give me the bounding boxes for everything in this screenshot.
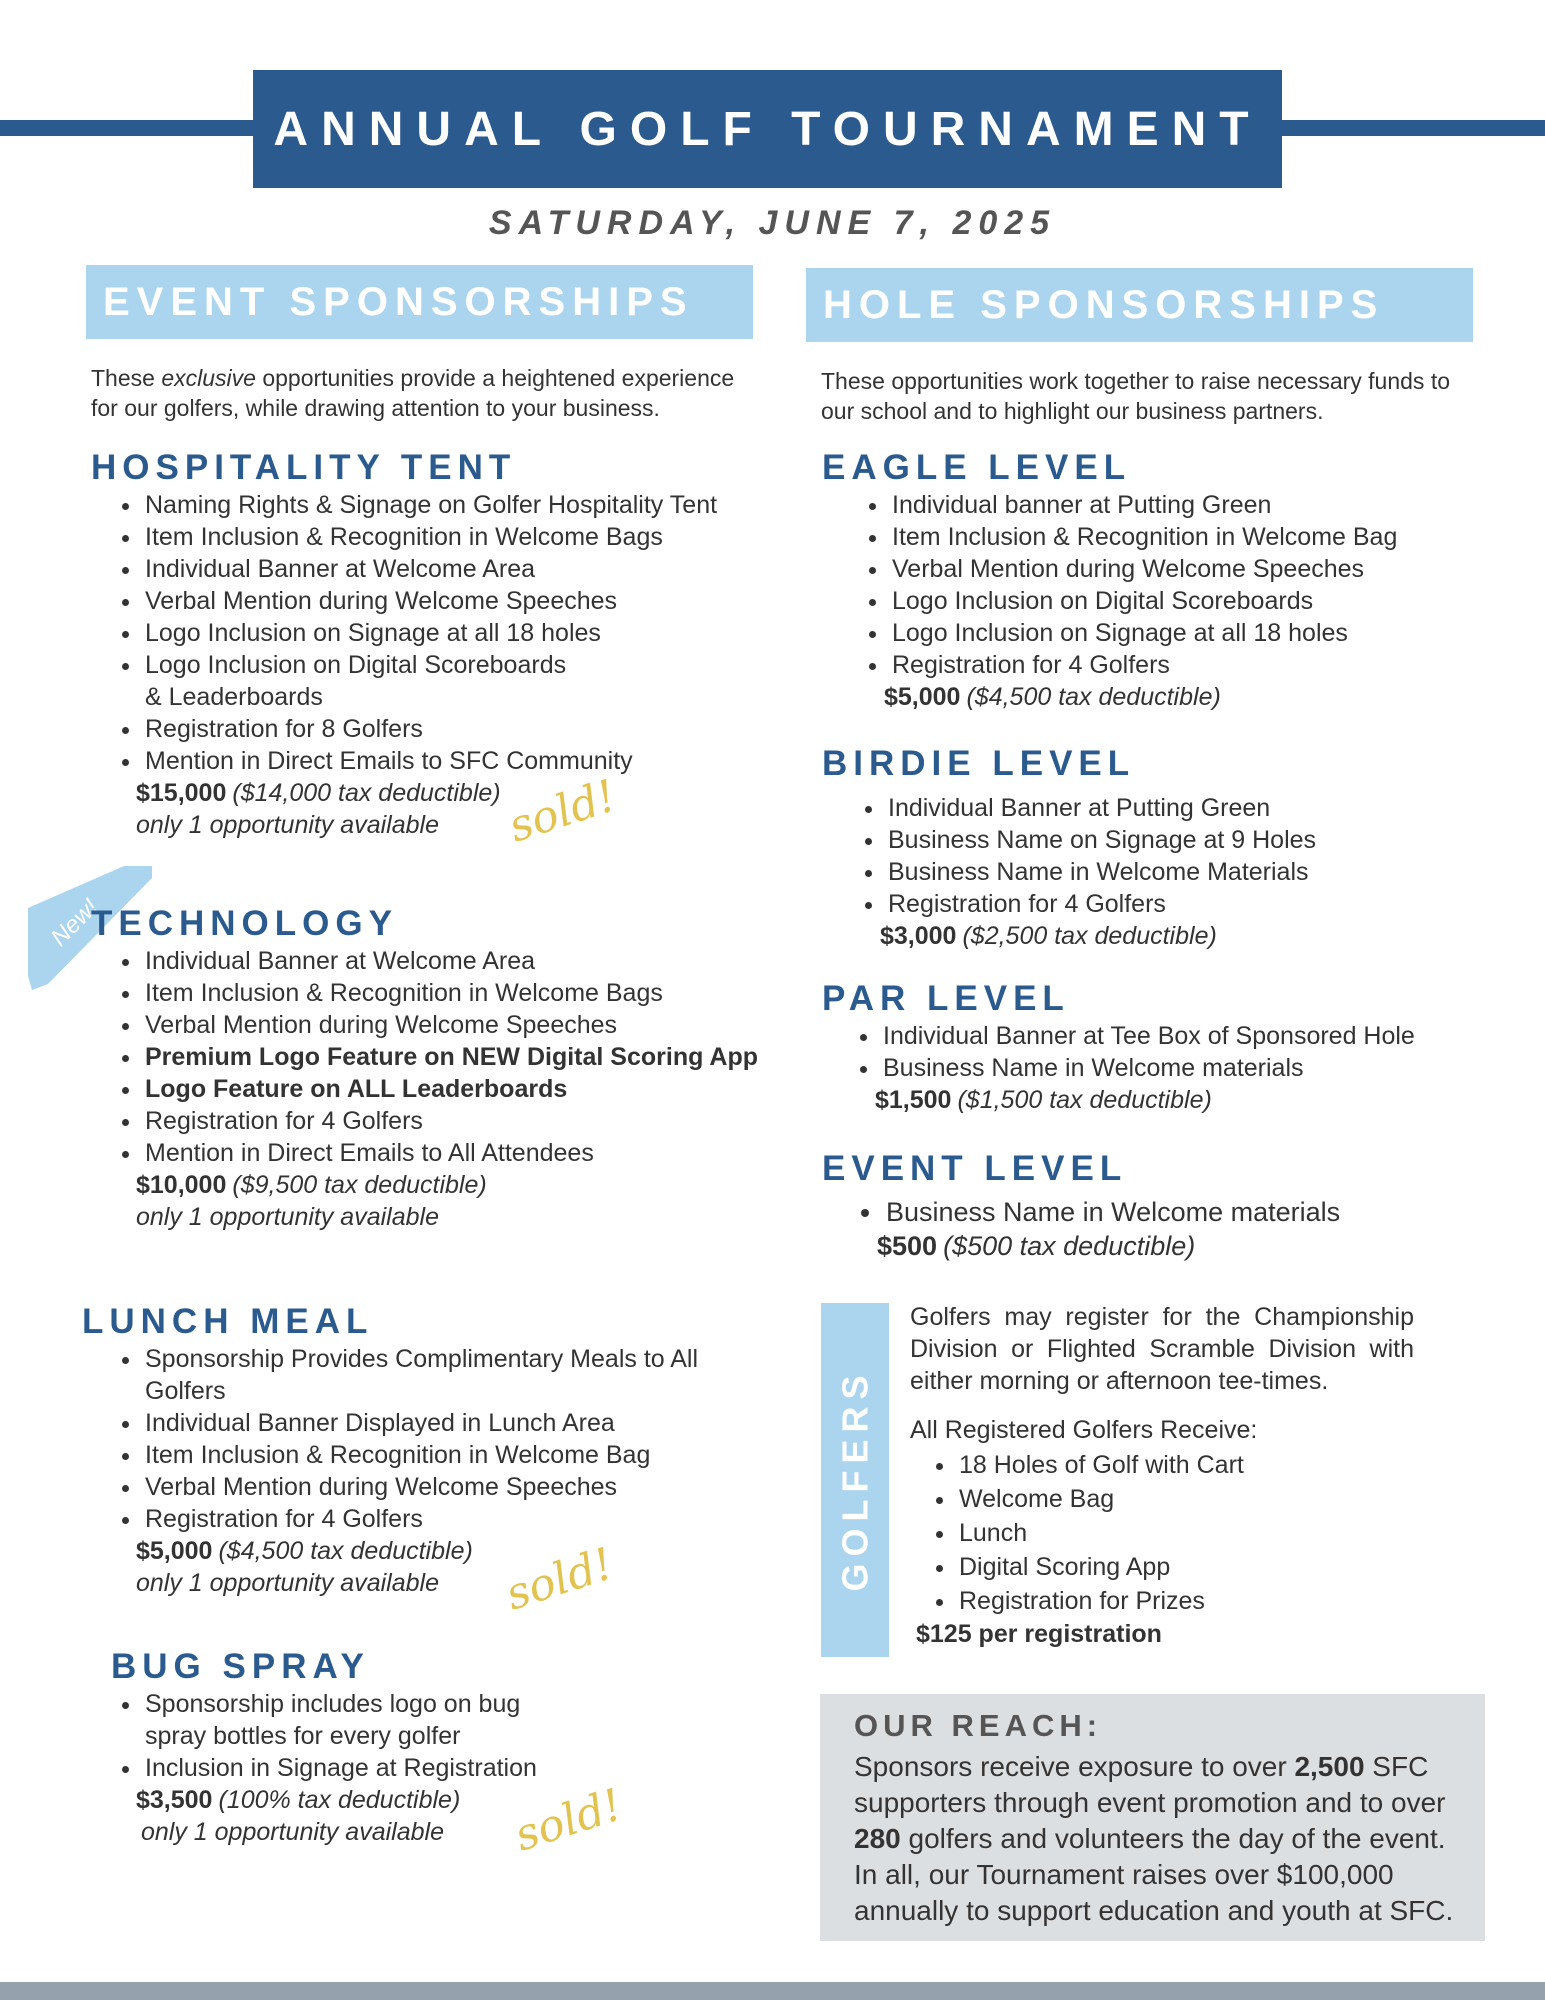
hospitality-tent-title: HOSPITALITY TENT xyxy=(91,448,517,487)
hole-sponsorships-heading xyxy=(806,268,1473,342)
list-item: • Verbal Mention during Welcome Speeches xyxy=(890,553,1472,585)
list-item: • Lunch xyxy=(957,1516,1244,1550)
birdie-level-list xyxy=(822,792,1472,920)
technology-title: TECHNOLOGY xyxy=(91,904,398,943)
par-level-title: PAR LEVEL xyxy=(822,979,1070,1018)
tax-deductible: ($9,500 tax deductible) xyxy=(232,1171,487,1199)
golfers-benefits-list xyxy=(910,1448,1244,1618)
event-sponsorships-heading-text: EVENT SPONSORSHIPS xyxy=(103,279,694,324)
bug-spray-list xyxy=(111,1688,771,1784)
list-item: • Individual Banner at Tee Box of Sponsored Hole xyxy=(881,1020,1472,1052)
list-item: • Registration for Prizes xyxy=(957,1584,1244,1618)
eagle-level-section xyxy=(822,448,1472,713)
event-intro-emphasis: exclusive xyxy=(161,365,256,391)
bug-spray-price xyxy=(111,1784,771,1816)
list-item: • Business Name in Welcome materials xyxy=(881,1052,1472,1084)
availability-note: only 1 opportunity available xyxy=(136,1569,439,1597)
list-item: • Item Inclusion & Recognition in Welcome Bag xyxy=(890,521,1472,553)
list-item: • 18 Holes of Golf with Cart xyxy=(957,1448,1244,1482)
reach-golfers-count: 280 xyxy=(854,1823,901,1854)
list-item: • Registration for 4 Golfers xyxy=(143,1105,771,1137)
list-item: • Logo Inclusion on Digital Scoreboards & Leaderboards xyxy=(143,649,575,713)
lunch-meal-list xyxy=(82,1343,772,1535)
sold-stamp: sold! xyxy=(499,1538,620,1621)
reach-text-2: SFC supporters through event promotion and to over xyxy=(854,1751,1446,1818)
list-item: • Registration for 4 Golfers xyxy=(890,649,1472,681)
price-amount: $5,000 xyxy=(136,1537,213,1565)
page-title-text: ANNUAL GOLF TOURNAMENT xyxy=(273,102,1262,156)
list-item: • Logo Inclusion on Digital Scoreboards xyxy=(890,585,1472,617)
tax-deductible: ($2,500 tax deductible) xyxy=(962,922,1217,950)
par-level-section xyxy=(822,979,1472,1116)
list-item: • Registration for 4 Golfers xyxy=(143,1503,772,1535)
list-item: • Individual Banner at Putting Green xyxy=(886,792,1472,824)
eagle-level-title: EAGLE LEVEL xyxy=(822,448,1132,487)
event-level-title: EVENT LEVEL xyxy=(822,1149,1128,1188)
tax-deductible: ($4,500 tax deductible) xyxy=(218,1537,473,1565)
par-level-price xyxy=(822,1084,1472,1116)
golfers-label xyxy=(822,1303,888,1657)
birdie-level-price xyxy=(822,920,1472,952)
hospitality-tent-section xyxy=(91,448,771,841)
golfers-intro: Golfers may register for the Championship Division or Flighted Scramble Division with either morning or afternoon tee-times. xyxy=(910,1303,1414,1395)
tax-deductible: ($4,500 tax deductible) xyxy=(966,683,1221,711)
price-amount: $500 xyxy=(877,1231,938,1261)
hole-sponsorships-heading-text: HOLE SPONSORSHIPS xyxy=(823,282,1385,327)
hole-intro: These opportunities work together to raise necessary funds to our school and to highlight our business partners. xyxy=(821,368,1451,424)
list-item: • Logo Inclusion on Signage at all 18 holes xyxy=(143,617,771,649)
technology-price xyxy=(91,1169,771,1201)
reach-text-3: golfers and volunteers the day of the event. In all, our Tournament raises over $100,000 annually to support education and youth at SFC. xyxy=(854,1823,1454,1926)
event-level-price xyxy=(822,1229,1472,1263)
list-item: • Business Name in Welcome materials xyxy=(884,1195,1472,1229)
list-item: • Item Inclusion & Recognition in Welcome Bags xyxy=(143,521,771,553)
price-amount: $1,500 xyxy=(875,1086,952,1114)
list-item: • Logo Feature on ALL Leaderboards xyxy=(143,1073,771,1105)
list-item: • Item Inclusion & Recognition in Welcome Bag xyxy=(143,1439,772,1471)
our-reach-text xyxy=(854,1749,1466,1929)
golfers-receive-label: All Registered Golfers Receive: xyxy=(910,1416,1258,1444)
tax-deductible: ($1,500 tax deductible) xyxy=(957,1086,1212,1114)
availability-note: only 1 opportunity available xyxy=(136,811,439,839)
list-item: • Individual Banner Displayed in Lunch Area xyxy=(143,1407,772,1439)
golfers-label-text: GOLFERS xyxy=(834,1368,876,1592)
list-item: • Business Name in Welcome Materials xyxy=(886,856,1472,888)
birdie-level-section xyxy=(822,744,1472,952)
event-date: SATURDAY, JUNE 7, 2025 xyxy=(488,204,1057,242)
bug-spray-section xyxy=(111,1647,771,1848)
tax-deductible: ($14,000 tax deductible) xyxy=(232,779,501,807)
event-intro-suffix: opportunities provide a heightened experience for our golfers, while drawing attention to your business. xyxy=(91,365,735,421)
par-level-list xyxy=(822,1020,1472,1084)
birdie-level-title: BIRDIE LEVEL xyxy=(822,744,1136,783)
availability-note: only 1 opportunity available xyxy=(141,1818,444,1846)
list-item: • Verbal Mention during Welcome Speeches xyxy=(143,1471,772,1503)
event-level-list xyxy=(822,1195,1472,1229)
list-item: • Individual banner at Putting Green xyxy=(890,489,1472,521)
list-item: • Registration for 4 Golfers xyxy=(886,888,1472,920)
bug-spray-title: BUG SPRAY xyxy=(111,1647,370,1686)
list-item: • Individual Banner at Welcome Area xyxy=(143,553,771,585)
lunch-meal-section xyxy=(82,1302,772,1599)
lunch-meal-title: LUNCH MEAL xyxy=(82,1302,374,1341)
technology-list xyxy=(91,945,771,1169)
list-item: • Logo Inclusion on Signage at all 18 holes xyxy=(890,617,1472,649)
eagle-level-price xyxy=(822,681,1472,713)
footer-bar xyxy=(0,1982,1545,2000)
list-item: • Inclusion in Signage at Registration xyxy=(143,1752,771,1784)
list-item: • Digital Scoring App xyxy=(957,1550,1244,1584)
new-ribbon-text: New! xyxy=(45,893,104,952)
price-amount: $3,000 xyxy=(880,922,957,950)
our-reach-title: OUR REACH: xyxy=(854,1708,1103,1743)
event-intro-prefix: These xyxy=(91,365,162,391)
list-item: • Sponsorship includes logo on bug spray bottles for every golfer xyxy=(143,1688,575,1752)
reach-supporters-count: 2,500 xyxy=(1294,1751,1365,1782)
list-item: • Premium Logo Feature on NEW Digital Scoring App xyxy=(143,1041,771,1073)
availability-note: only 1 opportunity available xyxy=(136,1203,439,1231)
reach-text-1: Sponsors receive exposure to over xyxy=(854,1751,1295,1782)
tax-deductible: (100% tax deductible) xyxy=(218,1786,461,1814)
hospitality-tent-list xyxy=(91,489,771,777)
page-title xyxy=(253,70,1282,188)
price-amount: $5,000 xyxy=(884,683,961,711)
list-item: • Verbal Mention during Welcome Speeches xyxy=(143,585,771,617)
list-item: • Mention in Direct Emails to All Attendees xyxy=(143,1137,771,1169)
list-item: • Verbal Mention during Welcome Speeches xyxy=(143,1009,771,1041)
tax-deductible: ($500 tax deductible) xyxy=(943,1231,1196,1261)
list-item: • Registration for 8 Golfers xyxy=(143,713,771,745)
price-amount: $3,500 xyxy=(136,1786,213,1814)
list-item: • Naming Rights & Signage on Golfer Hospitality Tent xyxy=(143,489,771,521)
golfers-price: $125 per registration xyxy=(916,1620,1162,1648)
price-amount: $15,000 xyxy=(136,779,227,807)
lunch-meal-price xyxy=(82,1535,772,1567)
event-sponsorships-heading xyxy=(86,265,753,339)
list-item: • Individual Banner at Welcome Area xyxy=(143,945,771,977)
sold-stamp: sold! xyxy=(502,770,623,853)
list-item: • Business Name on Signage at 9 Holes xyxy=(886,824,1472,856)
list-item: • Mention in Direct Emails to SFC Community xyxy=(143,745,771,777)
sold-stamp: sold! xyxy=(508,1779,629,1862)
list-item: • Item Inclusion & Recognition in Welcome Bags xyxy=(143,977,771,1009)
list-item: • Welcome Bag xyxy=(957,1482,1244,1516)
list-item: • Sponsorship Provides Complimentary Meals to All Golfers xyxy=(143,1343,705,1407)
price-amount: $10,000 xyxy=(136,1171,227,1199)
technology-section xyxy=(91,904,771,1233)
event-level-section xyxy=(822,1149,1472,1263)
event-intro xyxy=(91,363,761,423)
eagle-level-list xyxy=(822,489,1472,681)
hospitality-tent-price xyxy=(91,777,771,809)
